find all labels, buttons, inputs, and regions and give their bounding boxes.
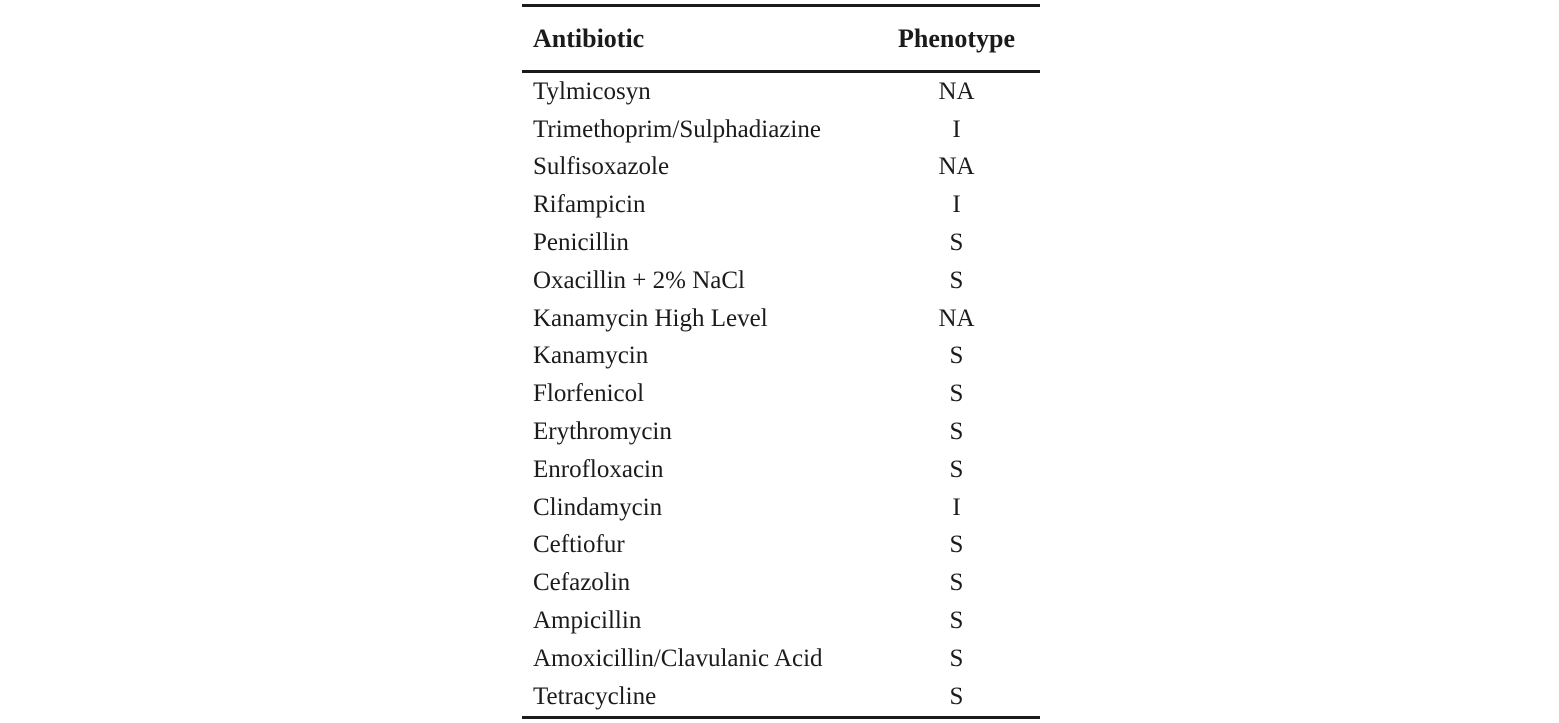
phenotype-cell: S	[949, 342, 964, 370]
table-row	[522, 640, 1040, 678]
table-row	[522, 564, 1040, 602]
column-header-antibiotic: Antibiotic	[533, 23, 645, 53]
phenotype-cell: S	[949, 380, 964, 408]
antibiotic-cell: Ceftiofur	[533, 531, 625, 559]
table-row	[522, 73, 1040, 111]
antibiotic-cell: Oxacillin + 2% NaCl	[533, 266, 745, 294]
antibiotic-cell: Clindamycin	[533, 493, 663, 521]
phenotype-cell: S	[949, 266, 964, 294]
table-row	[522, 451, 1040, 489]
phenotype-cell: S	[949, 682, 964, 710]
antibiotic-cell: Penicillin	[533, 229, 629, 257]
antibiotic-cell: Rifampicin	[533, 191, 646, 219]
column-header-phenotype: Phenotype	[898, 23, 1015, 53]
table-row	[522, 375, 1040, 413]
antibiotic-cell: Cefazolin	[533, 569, 631, 597]
phenotype-cell: S	[949, 229, 964, 257]
phenotype-cell: S	[949, 531, 964, 559]
antibiotic-cell: Enrofloxacin	[533, 455, 664, 483]
phenotype-cell: S	[949, 607, 964, 635]
table-row	[522, 527, 1040, 565]
antibiotic-cell: Tetracycline	[533, 682, 657, 710]
table-header-row	[522, 7, 1040, 73]
table-row	[522, 602, 1040, 640]
antibiotic-cell: Amoxicillin/Clavulanic Acid	[533, 644, 823, 672]
table-row	[522, 413, 1040, 451]
antibiotic-cell: Kanamycin	[533, 342, 649, 370]
table-row	[522, 224, 1040, 262]
table-row	[522, 262, 1040, 300]
phenotype-cell: S	[949, 569, 964, 597]
phenotype-cell: S	[949, 644, 964, 672]
phenotype-cell: I	[952, 191, 961, 219]
table-body	[522, 73, 1040, 716]
table-row	[522, 489, 1040, 527]
antibiotic-cell: Tylmicosyn	[533, 77, 651, 105]
antibiotic-cell: Erythromycin	[533, 418, 672, 446]
antibiotic-cell: Florfenicol	[533, 380, 645, 408]
phenotype-cell: I	[952, 115, 961, 143]
phenotype-cell: I	[952, 493, 961, 521]
table-row	[522, 186, 1040, 224]
table-row	[522, 678, 1040, 716]
phenotype-cell: S	[949, 418, 964, 446]
table-row	[522, 149, 1040, 187]
antibiotic-cell: Trimethoprim/Sulphadiazine	[533, 115, 821, 143]
table-row	[522, 111, 1040, 149]
phenotype-cell: NA	[938, 153, 975, 181]
antibiotic-cell: Sulfisoxazole	[533, 153, 670, 181]
phenotype-cell: NA	[938, 77, 975, 105]
table-row	[522, 300, 1040, 338]
antibiotic-cell: Kanamycin High Level	[533, 304, 768, 332]
table-row	[522, 338, 1040, 376]
antibiotic-cell: Ampicillin	[533, 607, 642, 635]
phenotype-table	[522, 4, 1040, 719]
phenotype-cell: S	[949, 455, 964, 483]
phenotype-cell: NA	[938, 304, 975, 332]
